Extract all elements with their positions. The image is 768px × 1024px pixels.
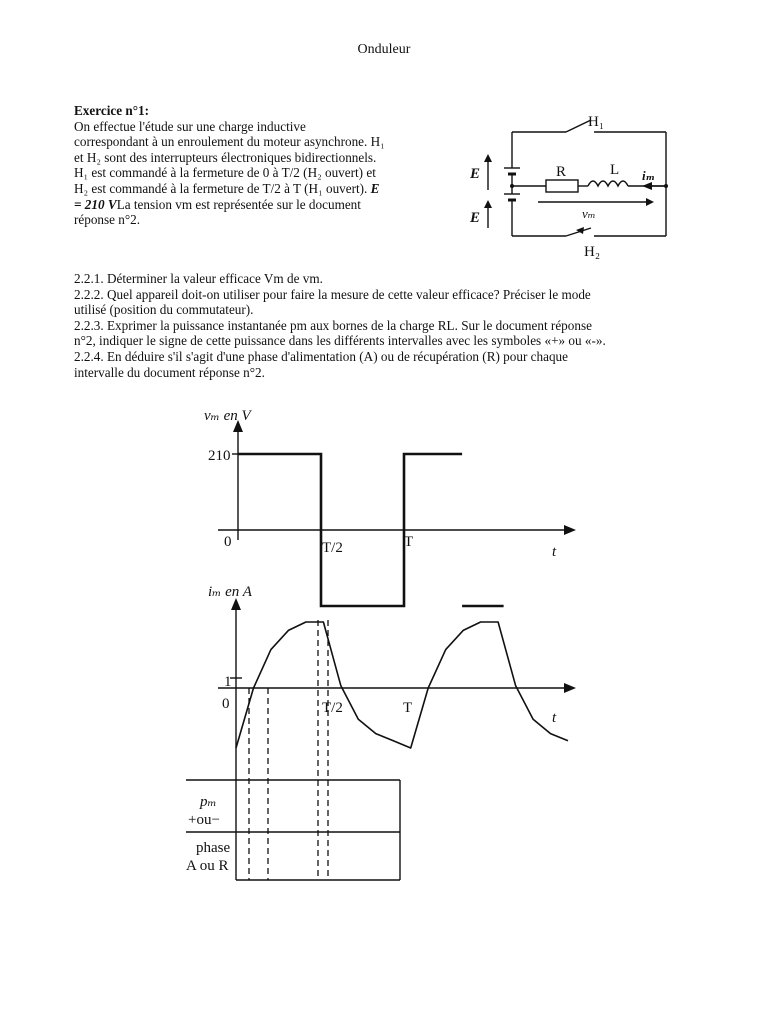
- t-axis-label-top: t: [552, 544, 557, 560]
- exercise-line: On effectue l'étude sur une charge inductive: [74, 118, 306, 134]
- exercise-block: [74, 103, 464, 228]
- exercise-line-e: [74, 181, 464, 197]
- im-label: iₘ: [642, 168, 656, 183]
- answer-sheet-figure: [170, 394, 600, 890]
- circuit-diagram: [466, 110, 686, 262]
- question-2-2-3: 2.2.3. Exprimer la puissance instantanée pm aux bornes de la charge RL. Sur le document réponse: [74, 317, 592, 333]
- question-2-2-1: 2.2.1. Déterminer la valeur efficace Vm de vm.: [74, 271, 323, 286]
- h1-label: H₁: [588, 114, 605, 130]
- exercise-line: La tension vm est représentée sur le document: [116, 196, 361, 212]
- l-label: L: [610, 162, 620, 178]
- exercise-line-value: [74, 197, 464, 213]
- exercise-line: et H₂ sont des interrupteurs électroniques bidirectionnels.: [74, 149, 377, 165]
- tick-one: 1: [224, 674, 232, 690]
- questions-block: [74, 271, 714, 380]
- im-series: [236, 622, 568, 748]
- e-label: E: [370, 180, 380, 196]
- exercise-line: correspondant à un enroulement du moteur asynchrone. H₁: [74, 134, 385, 150]
- h2-label: H₂: [584, 244, 601, 260]
- phase-row-label: phase: [196, 840, 231, 856]
- e-top-label: E: [470, 166, 481, 182]
- tick-half-period-top: T/2: [322, 540, 343, 556]
- document-title: Onduleur: [357, 42, 411, 57]
- pm-row-label: pₘ: [200, 794, 217, 810]
- exercise-line: H₁ est commandé à la fermeture de 0 à T/2 (H₂ ouvert) et: [74, 165, 376, 181]
- exercise-line: réponse n°2.: [74, 212, 141, 228]
- vm-axis-label: vₘ en V: [204, 408, 251, 424]
- question-2-2-4: 2.2.4. En déduire s'il s'agit d'une phase d'alimentation (A) ou de récupération (R) pour chaque: [74, 348, 568, 364]
- tick-period-bottom: T: [403, 700, 413, 716]
- im-waveform: [236, 622, 568, 748]
- tick-zero-top: 0: [224, 534, 232, 550]
- phase-choice-label: A ou R: [186, 858, 229, 874]
- tick-half-period-bottom: T/2: [322, 700, 343, 716]
- question-2-2-3-cont: n°2, indiquer le signe de cette puissance dans les différents intervalles avec les symboles «+» ou «-».: [74, 333, 606, 349]
- e-bottom-label: E: [470, 210, 481, 226]
- tick-210: 210: [208, 448, 231, 464]
- question-2-2-2: 2.2.2. Quel appareil doit-on utiliser pour faire la mesure de cette valeur efficace? Préciser le mode: [74, 286, 591, 302]
- question-2-2-4-cont: intervalle du document réponse n°2.: [74, 364, 265, 380]
- exercise-line: H₂ est commandé à la fermeture de T/2 à T (H₁ ouvert).: [74, 180, 368, 196]
- pm-sign-label: +ou−: [188, 812, 220, 828]
- tick-period-top: T: [404, 534, 414, 550]
- question-2-2-2-cont: utilisé (position du commutateur).: [74, 302, 254, 318]
- tick-zero-bottom: 0: [222, 696, 230, 712]
- e-value: = 210 V: [74, 196, 117, 212]
- im-axis-label: iₘ en A: [208, 584, 252, 600]
- exercise-heading: Exercice n°1:: [74, 103, 149, 118]
- vm-label: vₘ: [582, 206, 596, 221]
- t-axis-label-bottom: t: [552, 710, 557, 726]
- r-label: R: [556, 164, 567, 180]
